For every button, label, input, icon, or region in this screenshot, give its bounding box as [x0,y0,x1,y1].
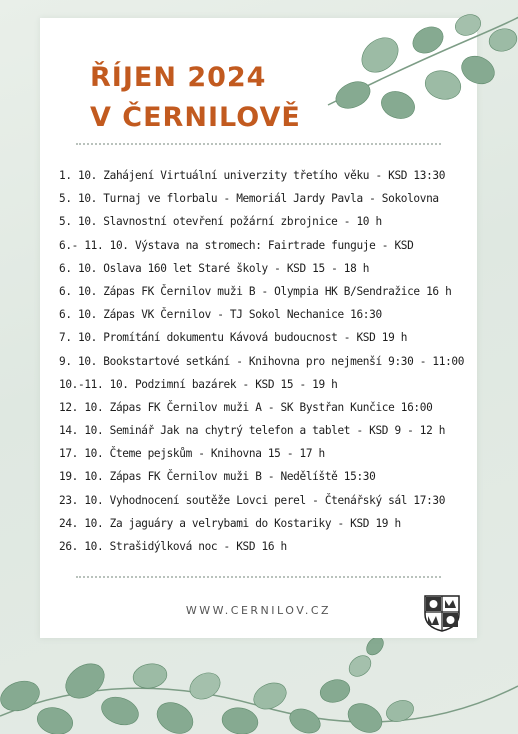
event-item: 26. 10. Strašidýlková noc - KSD 16 h [59,540,287,553]
eucalyptus-branch-top [318,10,518,130]
event-item: 14. 10. Seminář Jak na chytrý telefon a tablet - KSD 9 - 12 h [59,424,446,438]
municipal-crest-icon [423,594,461,632]
event-item: 5. 10. Turnaj ve florbalu - Memoriál Jardy Pavla - Sokolovna [59,192,439,206]
website-url: WWW.CERNILOV.CZ [185,604,332,617]
event-item: 6. 10. Zápas FK Černilov muži B - Olympia HK B/Sendražice 16 h [59,284,452,298]
event-item: 23. 10. Vyhodnocení soutěže Lovci perel - Čtenářský sál 17:30 [59,493,446,507]
event-item: 12. 10. Zápas FK Černilov muži A - SK Bystřan Kunčice 16:00 [59,400,433,414]
top-dotted-divider [76,143,441,145]
event-item: 6. 10. Zápas VK Černilov - TJ Sokol Nechanice 16:30 [59,308,382,322]
event-item: 5. 10. Slavnostní otevření požární zbrojnice - 10 h [59,215,382,229]
title-month: ŘÍJEN 2024 [90,62,267,93]
eucalyptus-branch-bottom [0,626,518,734]
event-item: 24. 10. Za jaguáry a velrybami do Kostariky - KSD 19 h [59,516,401,530]
bottom-dotted-divider [76,576,441,578]
event-item: 10.-11. 10. Podzimní bazárek - KSD 15 - 19 h [59,377,338,391]
poster-title [90,58,301,138]
event-item: 17. 10. Čteme pejskům - Knihovna 15 - 17 h [59,447,325,461]
event-item: 7. 10. Promítání dokumentu Kávová budoucnost - KSD 19 h [59,331,408,345]
event-item: 1. 10. Zahájení Virtuální univerzity třetího věku - KSD 13:30 [59,169,446,182]
event-list [59,164,469,558]
event-item: 9. 10. Bookstartové setkání - Knihovna pro nejmenší 9:30 - 11:00 [59,354,465,368]
event-item: 6.- 11. 10. Výstava na stromech: Fairtrade funguje - KSD [59,238,414,252]
event-item: 6. 10. Oslava 160 let Staré školy - KSD 15 - 18 h [59,261,370,275]
title-place: V ČERNILOVĚ [90,102,301,133]
event-item: 19. 10. Zápas FK Černilov muži B - Nedělíště 15:30 [59,470,376,484]
